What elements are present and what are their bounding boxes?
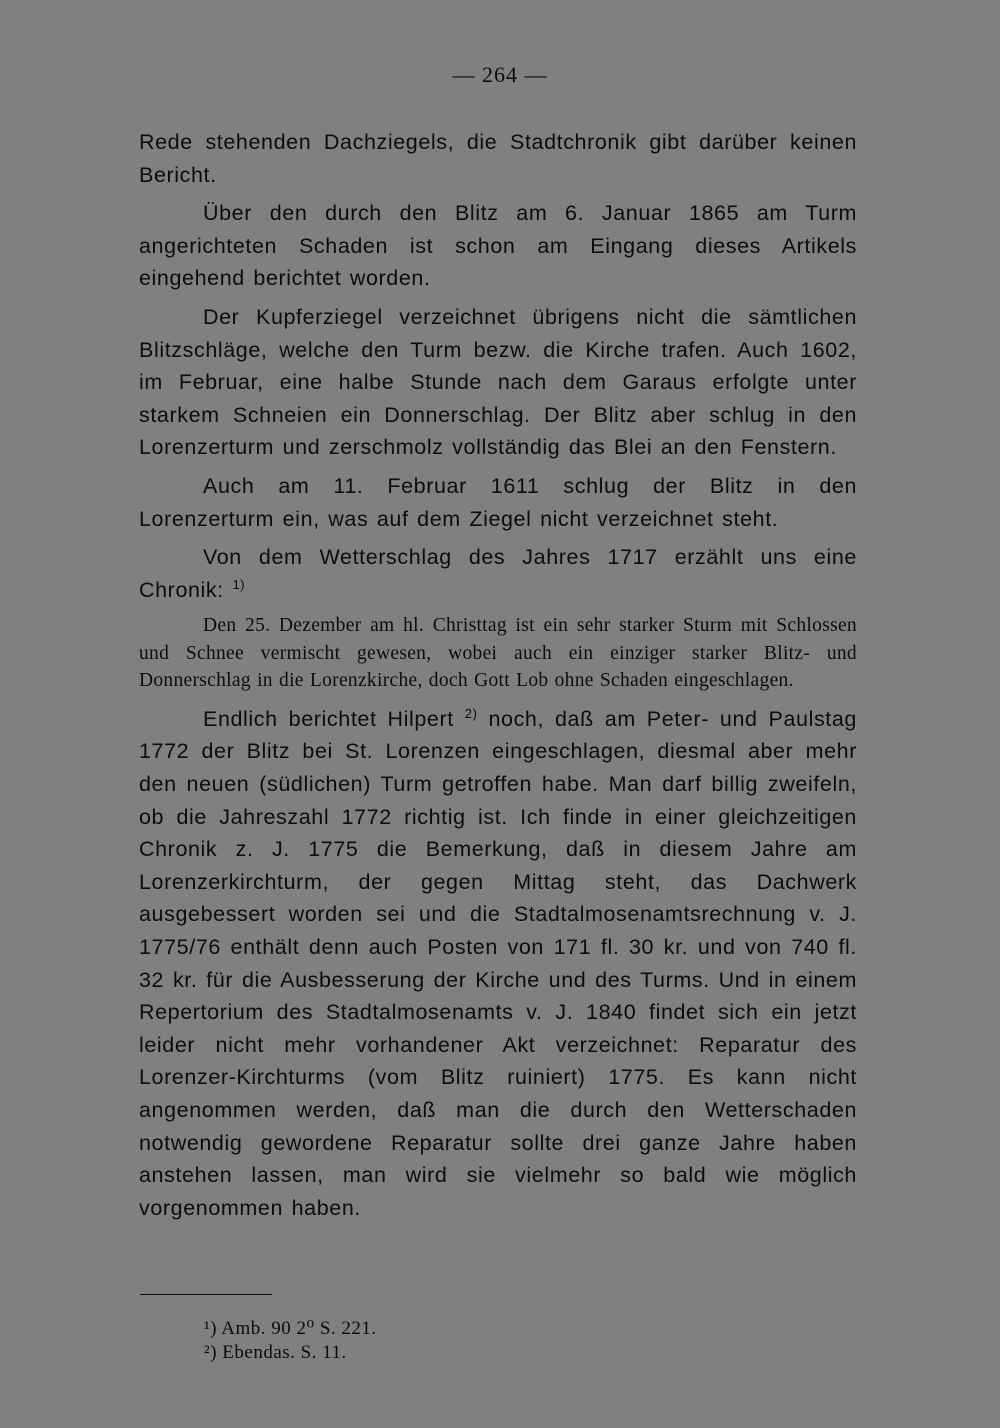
paragraph-blitz-1865: Über den durch den Blitz am 6. Januar 1865 am Turm angerichteten Schaden ist schon am Eingang dieses Artikels eingehend berichtet worden.: [139, 201, 857, 291]
paragraph-1611: Auch am 11. Februar 1611 schlug der Blitz in den Lorenzerturm ein, was auf dem Ziegel nicht verzeichnet steht.: [139, 473, 857, 531]
footnote-ref-2: 2): [464, 705, 478, 721]
footnote-1: ¹) Amb. 90 2⁰ S. 221.: [204, 1318, 377, 1339]
paragraph-kupferziegel: Der Kupferziegel verzeichnet übrigens nicht die sämtlichen Blitzschläge, welche den Turm bezw. die Kirche trafen. Auch 1602, im Februar, eine halbe Stunde nach dem Garaus erfolgte unter starkem Schneien ein Donnerschlag. Der Blitz aber schlug in den Lorenzerturm und zerschmolz vollständig das Blei an den Fenstern.: [139, 304, 857, 460]
paragraph-1717: [139, 541, 857, 606]
footnote-2: ²) Ebendas. S. 11.: [204, 1342, 347, 1363]
footnote-ref-1: 1): [232, 576, 246, 592]
paragraph-continuation: Rede stehenden Dachziegels, die Stadtchronik gibt darüber keinen Bericht.: [139, 130, 857, 187]
chronicle-quote: Den 25. Dezember am hl. Christtag ist ein sehr starker Sturm mit Schlossen und Schnee vermischt gewesen, wobei auch ein einziger starker Blitz- und Donnerschlag in die Lorenzkirche, doch Gott Lob ohne Schaden eingeschlagen.: [139, 615, 857, 692]
paragraph-hilpert-start: Endlich berichtet Hilpert: [203, 706, 454, 731]
main-text: [139, 126, 857, 1224]
page-number: — 264 —: [452, 62, 548, 87]
footnote-separator: [140, 1294, 272, 1295]
paragraph-hilpert: [139, 703, 857, 1225]
paragraph-1717-text: Von dem Wetterschlag des Jahres 1717 erzählt uns eine Chronik:: [139, 545, 857, 602]
footnotes: [204, 1317, 377, 1365]
paragraph-hilpert-rest: noch, daß am Peter- und Paulstag 1772 der Blitz bei St. Lorenzen eingeschlagen, diesmal aber mehr den neuen (südlichen) Turm getroffen habe. Man darf billig zweifeln, ob die Jahreszahl 1772 richtig ist. Ich finde in einer gleichzeitigen Chronik z. J. 1775 die Bemerkung, daß in diesem Jahre am Lorenzerkirchturm, der gegen Mittag steht, das Dachwerk ausgebessert worden sei und die Stadtalmosenamtsrechnung v. J. 1775/76 enthält denn auch Posten von 171 fl. 30 kr. und von 740 fl. 32 kr. für die Ausbesserung der Kirche und des Turms. Und in einem Repertorium des Stadtalmosenamts v. J. 1840 findet sich ein jetzt leider nicht mehr vorhandener Akt verzeichnet: Reparatur des Lorenzer-Kirchturms (vom Blitz ruiniert) 1775. Es kann nicht angenommen werden, daß man die durch den Wetterschaden notwendig gewordene Reparatur sollte drei ganze Jahre haben anstehen lassen, man wird sie vielmehr so bald wie möglich vorgenommen haben.: [139, 706, 857, 1220]
